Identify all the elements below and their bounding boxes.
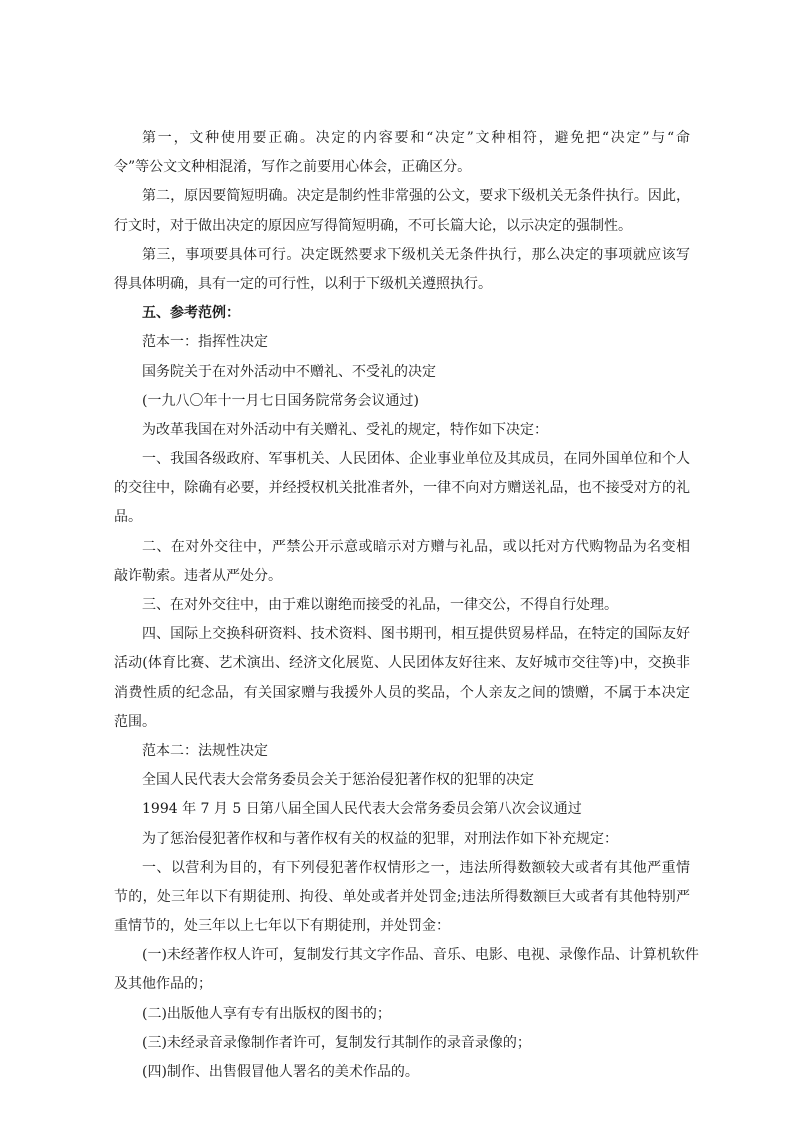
text-line: 范本一：指挥性决定: [142, 334, 268, 351]
text-line: 全国人民代表大会常务委员会关于惩治侵犯著作权的犯罪的决定: [142, 772, 534, 789]
text-line: 活动(体育比赛、艺术演出、经济文化展览、人民团体友好往来、友好城市交往等)中，交换非: [114, 655, 690, 672]
document-page: [114, 124, 699, 1087]
text-line: 一、我国各级政府、军事机关、人民团体、企业事业单位及其成员，在同外国单位和个人: [142, 451, 690, 468]
text-line: 节的，处三年以下有期徒刑、拘役、单处或者并处罚金;违法所得数额巨大或者有其他特别严: [114, 888, 690, 905]
text-line: (四)制作、出售假冒他人署名的美术作品的。: [142, 1064, 419, 1080]
text-line: 行文时，对于做出决定的原因应写得简短明确，不可长篇大论，以示决定的强制性。: [114, 217, 632, 234]
text-line: 第一，文种使用要正确。决定的内容要和“决定”文种相符，避免把“决定”与“命: [142, 130, 690, 146]
text-line: 品。: [114, 509, 142, 526]
text-line: 消费性质的纪念品，有关国家赠与我援外人员的奖品，个人亲友之间的馈赠，不属于本决定: [114, 684, 690, 701]
text-line: 1994 年 7 月 5 日第八届全国人民代表大会常务委员会第八次会议通过: [142, 801, 582, 818]
text-line: 令”等公文文种相混淆，写作之前要用心体会，正确区分。: [114, 159, 472, 176]
text-line: (一)未经著作权人许可，复制发行其文字作品、音乐、电影、电视、录像作品、计算机软件: [142, 947, 699, 964]
text-line: 第三，事项要具体可行。决定既然要求下级机关无条件执行，那么决定的事项就应该写: [142, 246, 690, 263]
text-line: 得具体明确，具有一定的可行性，以利于下级机关遵照执行。: [114, 275, 492, 292]
text-line: 一、以营利为目的，有下列侵犯著作权情形之一，违法所得数额较大或者有其他严重情: [142, 859, 690, 876]
text-line: 范本二：法规性决定: [142, 742, 268, 759]
text-line: 四、国际上交换科研资料、技术资料、图书期刊，相互提供贸易样品，在特定的国际友好: [142, 626, 690, 643]
text-line: 第二，原因要简短明确。决定是制约性非常强的公文，要求下级机关无条件执行。因此，: [142, 188, 690, 205]
text-line: 为改革我国在对外活动中有关赠礼、受礼的规定，特作如下决定：: [142, 421, 548, 438]
section-heading: 五、参考范例：: [142, 305, 240, 322]
text-line: 国务院关于在对外活动中不赠礼、不受礼的决定: [142, 363, 436, 380]
text-line: (二)出版他人享有专有出版权的图书的；: [142, 1005, 391, 1022]
text-line: 二、在对外交往中，严禁公开示意或暗示对方赠与礼品，或以托对方代购物品为名变相: [142, 538, 690, 555]
text-line: 范围。: [114, 713, 156, 730]
text-line: 的交往中，除确有必要，并经授权机关批准者外，一律不向对方赠送礼品，也不接受对方的礼: [114, 480, 690, 497]
text-line: 重情节的，处三年以上七年以下有期徒刑，并处罚金：: [114, 918, 450, 935]
text-line: 三、在对外交往中，由于难以谢绝而接受的礼品，一律交公，不得自行处理。: [142, 597, 618, 613]
text-line: 敲诈勒索。违者从严处分。: [114, 567, 282, 584]
text-line: 为了惩治侵犯著作权和与著作权有关的权益的犯罪，对刑法作如下补充规定：: [142, 830, 618, 847]
text-line: (一九八〇年十一月七日国务院常务会议通过): [142, 392, 419, 409]
text-line: (三)未经录音录像制作者许可，复制发行其制作的录音录像的；: [142, 1034, 531, 1051]
text-line: 及其他作品的；: [114, 976, 212, 993]
